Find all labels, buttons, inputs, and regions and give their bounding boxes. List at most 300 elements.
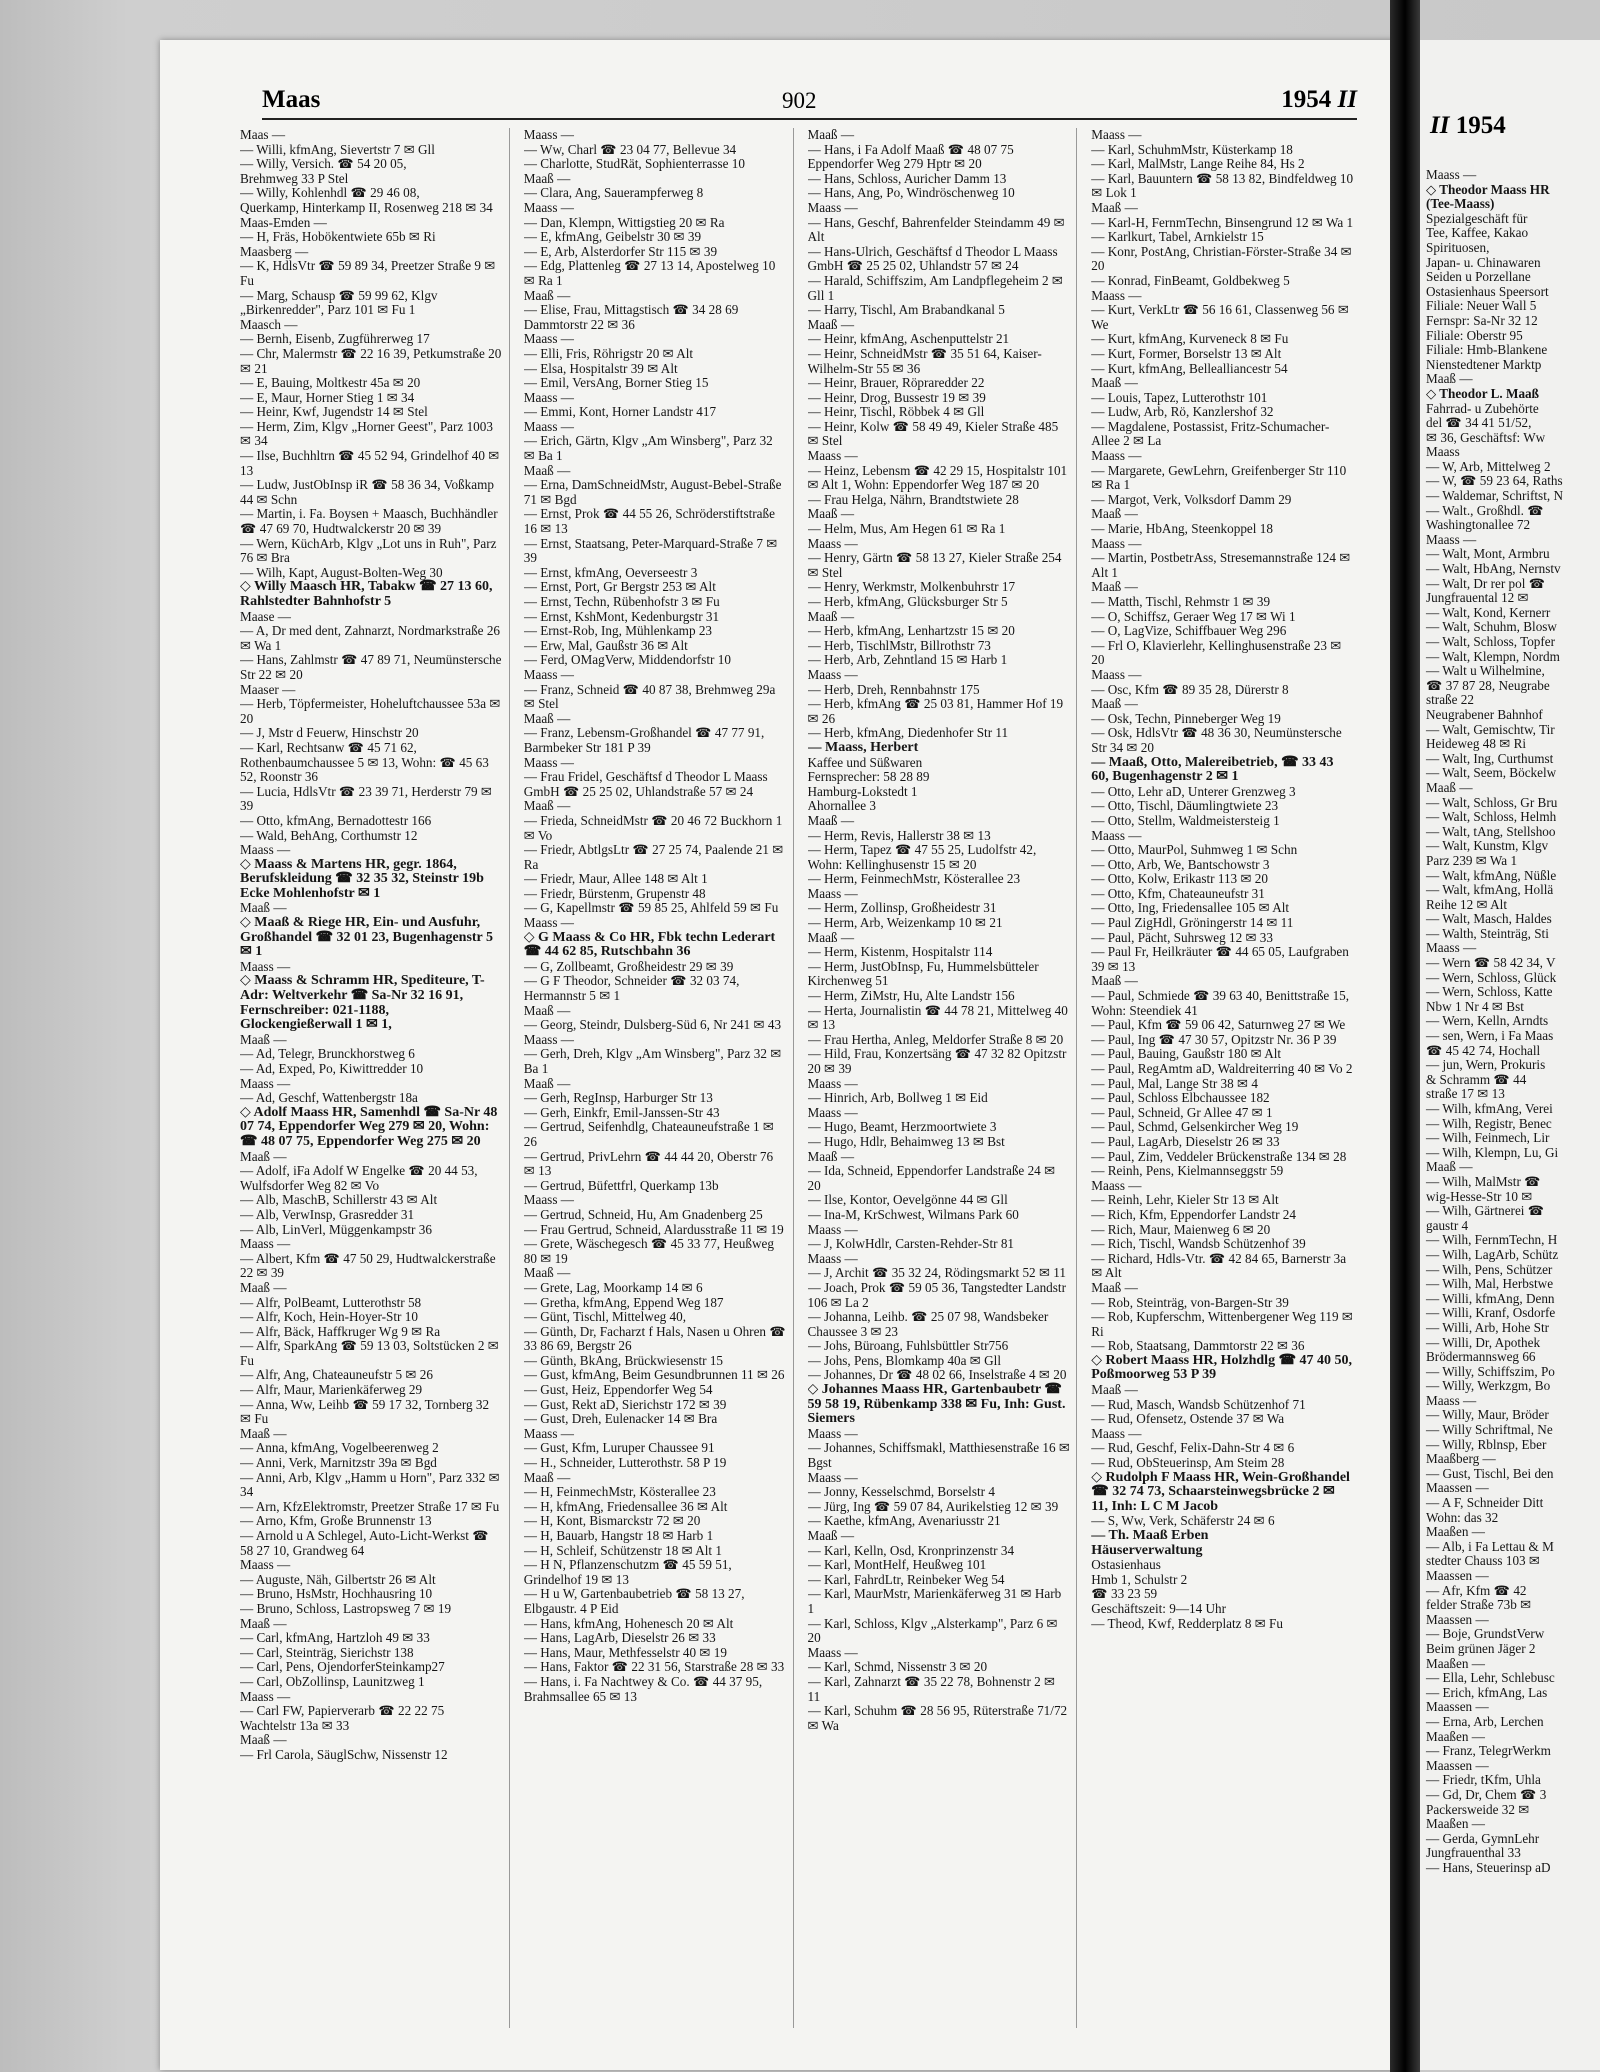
directory-entry: — Anna, Ww, Leihb ☎ 59 17 32, Tornberg 32 ✉ Fu bbox=[240, 1396, 490, 1427]
directory-entry: — Heinr, kfmAng, Aschenputtelstr 21 bbox=[807, 331, 1010, 347]
directory-entry: Maase — bbox=[240, 608, 291, 624]
next-page-edge bbox=[1420, 40, 1600, 2070]
next-page-entry: — A F, Schneider Ditt bbox=[1426, 1495, 1544, 1511]
directory-entry: — Elsa, Hospitalstr 39 ✉ Alt bbox=[523, 360, 678, 376]
directory-entry: Maaß — bbox=[807, 506, 855, 522]
directory-entry: — Otto, Kolw, Erikastr 113 ✉ 20 bbox=[1091, 871, 1268, 887]
next-page-entry: ◇ Theodor Maass HR bbox=[1426, 181, 1550, 197]
directory-entry: — Paul, LagArb, Dieselstr 26 ✉ 33 bbox=[1091, 1133, 1280, 1149]
column-4 bbox=[1091, 128, 1360, 2028]
directory-entry: Maaß — bbox=[240, 1615, 287, 1631]
next-page-entry: — Walt, HbAng, Nernstv bbox=[1426, 561, 1561, 577]
directory-columns bbox=[240, 128, 1360, 2028]
directory-entry: — Grete, Wäschegesch ☎ 45 33 77, Heußweg 80 ✉ 19 bbox=[523, 1236, 774, 1266]
next-page-entry: — Walt, Ing, Curthumst bbox=[1426, 750, 1554, 766]
directory-entry: — Martin, PostbetrAss, Stresemannstraße 124 ✉ Alt 1 bbox=[1091, 550, 1351, 580]
directory-entry: — Frau Fridel, Geschäftsf d Theodor L Maass GmbH ☎ 25 25 02, Uhlandstraße 57 ✉ 24 bbox=[523, 769, 768, 799]
directory-entry: — Ilse, Buchhltrn ☎ 45 52 94, Grindelhof 40 ✉ 13 bbox=[240, 448, 500, 478]
directory-entry: Maas — bbox=[240, 128, 286, 142]
directory-entry: — Karl, MontHelf, Heußweg 101 bbox=[807, 1557, 987, 1573]
directory-entry: — Herb, Arb, Zehntland 15 ✉ Harb 1 bbox=[807, 652, 1008, 668]
directory-entry: Maass — bbox=[807, 1250, 858, 1266]
directory-entry: — Harry, Tischl, Am Brabandkanal 5 bbox=[807, 302, 1005, 318]
next-page-entry: — Walth, Steinträg, Sti bbox=[1426, 925, 1549, 941]
directory-entry: — Adolf, iFa Adolf W Engelke ☎ 20 44 53, Wulfsdorfer Weg 82 ✉ Vo bbox=[240, 1163, 478, 1193]
next-page-entry: — Wilh, Gärtnerei ☎ bbox=[1426, 1203, 1545, 1219]
directory-entry: — Alfr, SparkAng ☎ 59 13 03, Soltstücken 2 ✉ Fu bbox=[240, 1338, 499, 1368]
next-page-entry: wig-Hesse-Str 10 ✉ bbox=[1426, 1188, 1533, 1204]
next-page-entry: — Afr, Kfm ☎ 42 bbox=[1426, 1582, 1527, 1598]
directory-entry: — Rich, Maur, Maienweg 6 ✉ 20 bbox=[1091, 1221, 1271, 1237]
directory-entry: — Karl, FahrdLtr, Reinbeker Weg 54 bbox=[807, 1571, 1005, 1587]
directory-entry: — Hugo, Hdlr, Behaimweg 13 ✉ Bst bbox=[807, 1133, 1005, 1149]
directory-entry: — J, Mstr d Feuerw, Hinschstr 20 bbox=[240, 725, 419, 741]
next-page-entry: Maassen — bbox=[1426, 1699, 1489, 1715]
directory-entry: — Herb, TischlMstr, Billrothstr 73 bbox=[807, 637, 991, 653]
directory-entry: — Hans, Ang, Po, Windröschenweg 10 bbox=[807, 185, 1015, 201]
directory-entry: — E, Bauing, Moltkestr 45a ✉ 20 bbox=[240, 375, 421, 391]
directory-entry: — Ludw, JustObInsp iR ☎ 58 36 34, Voßkamp 44 ✉ Schn bbox=[240, 477, 494, 507]
directory-entry: Häuserverwaltung bbox=[1091, 1542, 1203, 1558]
directory-entry: — Otto, Arb, We, Bantschowstr 3 bbox=[1091, 856, 1270, 872]
directory-entry: — Herm, ZiMstr, Hu, Alte Landstr 156 bbox=[807, 988, 1015, 1004]
directory-entry: — Magdalene, Postassist, Fritz-Schumacher-Allee 2 ✉ La bbox=[1091, 418, 1330, 449]
directory-entry: — Günth, BkAng, Brückwiesenstr 15 bbox=[523, 1352, 724, 1368]
next-page-entry: Washingtonallee 72 bbox=[1426, 517, 1531, 533]
directory-entry: — Erich, Gärtn, Klgv „Am Winsberg", Parz 32 ✉ Ba 1 bbox=[523, 433, 773, 464]
next-page-entry: — Walt, Schloss, Gr Bru bbox=[1426, 794, 1558, 810]
directory-entry: — Karl, Bauuntern ☎ 58 13 82, Bindfeldweg 10 ✉ Lok 1 bbox=[1091, 170, 1354, 201]
next-page-entry: Brödermannsweg 66 bbox=[1426, 1349, 1536, 1365]
directory-entry: — H u W, Gartenbaubetrieb ☎ 58 13 27, Elbgaustr. 4 P Eid bbox=[523, 1586, 745, 1616]
directory-entry: Maaß — bbox=[1091, 696, 1138, 712]
next-page-entry: — Willy, Maur, Bröder bbox=[1426, 1407, 1549, 1423]
next-page-entry: — Willi, Dr, Apothek bbox=[1426, 1334, 1541, 1350]
directory-entry: — Herm, Arb, Weizenkamp 10 ✉ 21 bbox=[807, 915, 1003, 931]
directory-entry: Maaß — bbox=[523, 1075, 571, 1091]
next-page-entry: — Wilh, Klempn, Lu, Gi bbox=[1426, 1144, 1559, 1160]
directory-entry: Maass — bbox=[523, 199, 574, 215]
directory-entry: — Herm, FeinmechMstr, Kösterallee 23 bbox=[807, 871, 1021, 887]
next-page-entry: — Waldemar, Schriftst, N bbox=[1426, 488, 1563, 504]
directory-entry: — Herb, kfmAng, Glücksburger Str 5 bbox=[807, 594, 1008, 609]
directory-entry: — Rud, ObSteuerinsp, Am Steim 28 bbox=[1091, 1455, 1285, 1471]
directory-entry: — Marg, Schausp ☎ 59 99 62, Klgv „Birkenredder", Parz 101 ✉ Fu 1 bbox=[240, 287, 438, 318]
next-page-entry: Maass — bbox=[1426, 167, 1477, 182]
directory-entry: Maass — bbox=[240, 1236, 291, 1252]
directory-entry: — Paul Fr, Heilkräuter ☎ 44 65 05, Laufgraben 39 ✉ 13 bbox=[1091, 944, 1349, 974]
directory-entry: — Ernst, Port, Gr Bergstr 253 ✉ Alt bbox=[523, 579, 716, 595]
directory-entry: — Chr, Malermstr ☎ 22 16 39, Petkumstraße 20 ✉ 21 bbox=[240, 345, 502, 376]
directory-entry: ◇ Adolf Maass HR, Samenhdl ☎ Sa-Nr 48 07 74, Eppendorfer Weg 279 ✉ 20, Wohn: ☎ 48 07 75, Eppendorfer Weg 275 ✉ 20 bbox=[240, 1104, 498, 1149]
directory-entry: — Henry, Gärtn ☎ 58 13 27, Kieler Straße 254 ✉ Stel bbox=[807, 550, 1062, 580]
directory-entry: — Margarete, GewLehrn, Greifenberger Str 110 ✉ Ra 1 bbox=[1091, 462, 1347, 493]
directory-entry: — Gerh, Einkfr, Emil-Janssen-Str 43 bbox=[523, 1104, 720, 1120]
directory-entry: — Reinh, Pens, Kielmannseggstr 59 bbox=[1091, 1163, 1284, 1179]
directory-entry: — Elise, Frau, Mittagstisch ☎ 34 28 69 Dammtorstr 22 ✉ 36 bbox=[523, 302, 739, 332]
directory-entry: Maas-Emden — bbox=[240, 214, 327, 230]
directory-entry: — Ernst-Rob, Ing, Mühlenkamp 23 bbox=[523, 623, 713, 639]
directory-entry: Maasberg — bbox=[240, 243, 309, 259]
directory-entry: — H, Schleif, Schützenstr 18 ✉ Alt 1 bbox=[523, 1542, 722, 1558]
next-page-entry: — Ella, Lehr, Schlebusc bbox=[1426, 1670, 1555, 1686]
next-page-entry: — sen, Wern, i Fa Maas bbox=[1426, 1028, 1554, 1044]
directory-entry: — Gretha, kfmAng, Eppend Weg 187 bbox=[523, 1294, 724, 1310]
directory-entry: — Hild, Frau, Konzertsäng ☎ 47 32 82 Opitzstr 20 ✉ 39 bbox=[807, 1046, 1067, 1076]
directory-entry: — Heinr, SchneidMstr ☎ 35 51 64, Kaiser-Wilhelm-Str 55 ✉ 36 bbox=[807, 345, 1042, 376]
next-page-header bbox=[1430, 112, 1506, 140]
directory-entry: — Alb, MaschB, Schillerstr 43 ✉ Alt bbox=[240, 1192, 438, 1208]
directory-entry: — Gust, Heiz, Eppendorfer Weg 54 bbox=[523, 1382, 713, 1398]
directory-entry: — Bruno, Schloss, Lastropsweg 7 ✉ 19 bbox=[240, 1600, 452, 1616]
directory-entry: — Ad, Geschf, Wattenbergstr 18a bbox=[240, 1090, 418, 1106]
directory-entry: — Otto, Lehr aD, Unterer Grenzweg 3 bbox=[1091, 783, 1296, 799]
column-3 bbox=[808, 128, 1078, 2028]
next-page-entry: — Willy, Rblnsp, Eber bbox=[1426, 1436, 1547, 1452]
directory-entry: — Karl, MaurMstr, Marienkäferweg 31 ✉ Harb 1 bbox=[807, 1586, 1062, 1616]
directory-entry: Maass — bbox=[807, 666, 858, 682]
directory-entry: — H, Fräs, Hobökentwiete 65b ✉ Ri bbox=[240, 229, 436, 245]
next-page-entry: — Walt, Kond, Kernerr bbox=[1426, 604, 1551, 620]
directory-entry: — Karl, Rechtsanw ☎ 45 71 62, Rothenbaumchaussee 5 ✉ 13, Wohn: ☎ 45 63 52, Roonstr 36 bbox=[240, 739, 489, 785]
directory-entry: Ahornallee 3 bbox=[807, 798, 876, 814]
directory-entry: — Gust, kfmAng, Beim Gesundbrunnen 11 ✉ 26 bbox=[523, 1367, 785, 1383]
directory-entry: — Paul, Schloss Elbchaussee 182 bbox=[1091, 1090, 1270, 1106]
directory-entry: — Heinr, Brauer, Röpraredder 22 bbox=[807, 375, 985, 391]
directory-entry: — Ernst, Prok ☎ 44 55 26, Schröderstiftstraße 16 ✉ 13 bbox=[523, 506, 775, 537]
next-page-entry: ☎ 45 42 74, Hochall bbox=[1426, 1042, 1541, 1058]
directory-entry: Maass — bbox=[523, 331, 574, 347]
directory-entry: — Hinrich, Arb, Bollweg 1 ✉ Eid bbox=[807, 1090, 988, 1106]
directory-entry: — Rich, Kfm, Eppendorfer Landstr 24 bbox=[1091, 1206, 1296, 1222]
directory-entry: — Paul, Schmd, Gelsenkircher Weg 19 bbox=[1091, 1119, 1299, 1135]
directory-entry: — Frau Gertrud, Schneid, Alardusstraße 11 ✉ 19 bbox=[523, 1221, 784, 1237]
directory-entry: — Paul, RegAmtm aD, Waldreiterring 40 ✉ Vo 2 bbox=[1091, 1061, 1353, 1076]
directory-entry: Maass — bbox=[523, 1425, 574, 1441]
directory-entry: — Wern, KüchArb, Klgv „Lot uns in Ruh", Parz 76 ✉ Bra bbox=[240, 535, 497, 566]
directory-entry: — Gertrud, Büfettfrl, Querkamp 13b bbox=[523, 1177, 719, 1193]
directory-entry: — Maass, Herbert bbox=[807, 739, 919, 755]
header-year-volume bbox=[1281, 86, 1357, 114]
directory-entry: — O, LagVize, Schiffbauer Weg 296 bbox=[1091, 623, 1287, 639]
next-page-entry: straße 22 bbox=[1426, 692, 1474, 708]
directory-entry: — E, kfmAng, Geibelstr 30 ✉ 39 bbox=[523, 229, 702, 245]
directory-entry: Maass — bbox=[240, 1557, 291, 1573]
next-page-entry: (Tee-Maass) bbox=[1426, 196, 1495, 212]
next-page-entry: del ☎ 34 41 51/52, bbox=[1426, 415, 1532, 431]
directory-entry: Maass — bbox=[523, 666, 574, 682]
directory-entry: — Willy, Kohlenhdl ☎ 29 46 08, bbox=[240, 185, 420, 201]
directory-entry: Maaß — bbox=[807, 812, 855, 828]
page-number: 902 bbox=[782, 88, 817, 113]
directory-entry: — Gust, Dreh, Eulenacker 14 ✉ Bra bbox=[523, 1411, 718, 1427]
directory-entry: — Alfr, PolBeamt, Lutterothstr 58 bbox=[240, 1294, 422, 1310]
column-1 bbox=[240, 128, 510, 2028]
next-page-entry: — Wilh, kfmAng, Verei bbox=[1426, 1101, 1553, 1116]
directory-entry: Maass — bbox=[523, 418, 574, 434]
directory-entry: Maaß — bbox=[240, 900, 287, 916]
next-page-entry: — jun, Wern, Prokuris bbox=[1426, 1057, 1546, 1073]
directory-entry: Maaß — bbox=[523, 1002, 571, 1018]
directory-entry: — Herm, Zim, Klgv „Horner Geest", Parz 1003 ✉ 34 bbox=[240, 418, 493, 449]
page-header bbox=[262, 86, 1357, 120]
next-page-entry: ✉ 36, Geschäftsf: Ww bbox=[1426, 429, 1546, 445]
next-page-entry: Seiden u Porzellane bbox=[1426, 269, 1531, 285]
directory-entry: — Herta, Journalistin ☎ 44 78 21, Mittelweg 40 ✉ 13 bbox=[807, 1002, 1068, 1033]
directory-entry: — Arn, KfzElektromstr, Preetzer Straße 17 ✉ Fu bbox=[240, 1498, 500, 1514]
directory-entry: — G F Theodor, Schneider ☎ 32 03 74, Hermannstr 5 ✉ 1 bbox=[523, 973, 740, 1004]
directory-entry: — Hans, Schloss, Auricher Damm 13 bbox=[807, 170, 1007, 186]
directory-entry: — Herm, Tapez ☎ 47 55 25, Ludolfstr 42, Wohn: Kellinghusenstr 15 ✉ 20 bbox=[807, 842, 1037, 872]
directory-entry: ◇ Maass & Schramm HR, Spediteure, T-Adr: Weltverkehr ☎ Sa-Nr 32 16 91, Fernschreiber: 021-1188, Glockengießerwall 1 ✉ 1, bbox=[240, 973, 485, 1033]
header-surname: Maas bbox=[262, 86, 321, 113]
directory-entry: — Frl O, Klavierlehr, Kellinghusenstraße 23 ✉ 20 bbox=[1091, 637, 1342, 668]
directory-entry: — Paul, Kfm ☎ 59 06 42, Saturnweg 27 ✉ We bbox=[1091, 1017, 1346, 1033]
directory-entry: — Charlotte, StudRät, Sophienterrasse 10 bbox=[523, 156, 745, 172]
directory-entry: — Willy, Versich. ☎ 54 20 05, bbox=[240, 156, 407, 172]
directory-entry: Maaß — bbox=[1091, 375, 1138, 391]
directory-entry: — Karl, Schloss, Klgv „Alsterkamp", Parz 6 ✉ 20 bbox=[807, 1615, 1058, 1646]
directory-entry: Maaß — bbox=[240, 1425, 287, 1441]
directory-entry: — Alfr, Maur, Marienkäferweg 29 bbox=[240, 1382, 423, 1398]
next-page-entry: Fernspr: Sa-Nr 32 12 bbox=[1426, 312, 1538, 328]
directory-entry: — Gerh, RegInsp, Harburger Str 13 bbox=[523, 1090, 713, 1106]
directory-entry: Maass — bbox=[807, 1469, 858, 1485]
directory-entry: Maaß — bbox=[807, 929, 855, 945]
directory-entry: — Heinr, Kwf, Jugendstr 14 ✉ Stel bbox=[240, 404, 428, 420]
directory-entry: — E, Arb, Alsterdorfer Str 115 ✉ 39 bbox=[523, 243, 718, 259]
next-page-entry: Heideweg 48 ✉ Ri bbox=[1426, 736, 1527, 752]
directory-entry: Maaß — bbox=[523, 462, 571, 478]
directory-entry: — Ina-M, KrSchwest, Wilmans Park 60 bbox=[807, 1206, 1019, 1222]
next-page-entry: Maaß — bbox=[1426, 1159, 1473, 1175]
directory-entry: — H, FeinmechMstr, Kösterallee 23 bbox=[523, 1484, 716, 1500]
directory-entry: — Johannes, Schiffsmakl, Matthiesenstraße 16 ✉ Bgst bbox=[807, 1440, 1070, 1471]
next-page-entry: — Wern, Kelln, Arndts bbox=[1426, 1013, 1549, 1029]
next-page-entry: Jungfrauental 12 ✉ bbox=[1426, 590, 1529, 606]
directory-entry: — Grete, Lag, Moorkamp 14 ✉ 6 bbox=[523, 1279, 703, 1295]
directory-entry: — Heinr, Tischl, Röbbek 4 ✉ Gll bbox=[807, 404, 985, 420]
directory-entry: — Kurt, Former, Borselstr 13 ✉ Alt bbox=[1091, 345, 1282, 361]
next-page-entry: stedter Chauss 103 ✉ bbox=[1426, 1553, 1540, 1569]
directory-entry: Maasch — bbox=[240, 316, 298, 332]
directory-entry: — Helm, Mus, Am Hegen 61 ✉ Ra 1 bbox=[807, 521, 1006, 537]
directory-entry: — Alfr, Ang, Chateauneufstr 5 ✉ 26 bbox=[240, 1367, 433, 1383]
directory-entry: ◇ Maaß & Riege HR, Ein- und Ausfuhr, Großhandel ☎ 32 01 23, Bugenhagenstr 5 ✉ 1 bbox=[240, 915, 494, 960]
directory-entry: — Heinr, Kolw ☎ 58 49 49, Kieler Straße 485 ✉ Stel bbox=[807, 418, 1059, 449]
directory-entry: Maass — bbox=[1091, 448, 1142, 464]
next-page-entry: Wohn: das 32 bbox=[1426, 1509, 1499, 1525]
directory-entry: — Alfr, Koch, Hein-Hoyer-Str 10 bbox=[240, 1309, 418, 1325]
next-page-entry: — Gerda, GymnLehr bbox=[1426, 1830, 1540, 1846]
directory-entry: — Osk, HdlsVtr ☎ 48 36 30, Neumünstersche Str 34 ✉ 20 bbox=[1091, 725, 1342, 755]
directory-entry: — Anni, Verk, Marnitzstr 39a ✉ Bgd bbox=[240, 1455, 437, 1471]
directory-entry: — Paul, Pächt, Suhrsweg 12 ✉ 33 bbox=[1091, 929, 1273, 945]
directory-entry: — Ad, Exped, Po, Kiwittredder 10 bbox=[240, 1061, 424, 1076]
directory-entry: — Hans, i. Fa Nachtwey & Co. ☎ 44 37 95, Brahmsallee 65 ✉ 13 bbox=[523, 1673, 763, 1704]
directory-entry: — Carl, kfmAng, Hartzloh 49 ✉ 33 bbox=[240, 1630, 430, 1646]
next-page-entry: — Alb, i Fa Lettau & M bbox=[1426, 1538, 1554, 1554]
next-page-entry: Maass — bbox=[1426, 531, 1477, 547]
directory-entry: — Otto, MaurPol, Suhmweg 1 ✉ Schn bbox=[1091, 842, 1298, 858]
next-page-entry: — Erna, Arb, Lerchen bbox=[1426, 1713, 1544, 1729]
directory-entry: Maass — bbox=[1091, 827, 1142, 843]
directory-entry: Maaß — bbox=[807, 316, 855, 332]
next-page-entry: — Gd, Dr, Chem ☎ 3 bbox=[1426, 1786, 1547, 1802]
directory-entry: — Lucia, HdlsVtr ☎ 23 39 71, Herderstr 79 ✉ 39 bbox=[240, 783, 492, 814]
directory-entry: — Ludw, Arb, Rö, Kanzlershof 32 bbox=[1091, 404, 1274, 420]
directory-entry: Maass — bbox=[807, 885, 858, 901]
directory-entry: — Paul, Schneid, Gr Allee 47 ✉ 1 bbox=[1091, 1104, 1273, 1120]
directory-entry: — Kurt, VerkLtr ☎ 56 16 61, Classenweg 56 ✉ We bbox=[1091, 302, 1349, 332]
next-page-entry: Maaß — bbox=[1426, 779, 1473, 795]
directory-entry: — Hans, kfmAng, Hohenesch 20 ✉ Alt bbox=[523, 1615, 734, 1631]
directory-entry: Maass — bbox=[807, 535, 858, 551]
next-page-entry: Spezialgeschäft für bbox=[1426, 210, 1528, 226]
next-page-entry: Japan- u. Chinawaren bbox=[1426, 254, 1541, 270]
directory-entry: Maaß — bbox=[523, 1265, 571, 1281]
next-page-entry: Maaßen — bbox=[1426, 1728, 1485, 1744]
directory-entry: — Theod, Kwf, Redderplatz 8 ✉ Fu bbox=[1091, 1615, 1283, 1631]
directory-entry: Hamburg-Lokstedt 1 bbox=[807, 783, 918, 799]
directory-entry: — Gertrud, PrivLehrn ☎ 44 44 20, Oberstr 76 ✉ 13 bbox=[523, 1148, 774, 1179]
directory-entry: Maass — bbox=[523, 1031, 574, 1047]
directory-entry: Maass — bbox=[523, 1192, 574, 1208]
next-page-entry: — Walt, Mont, Armbru bbox=[1426, 546, 1550, 562]
directory-entry: Maaß — bbox=[240, 1732, 287, 1748]
directory-entry: Maaß — bbox=[240, 1031, 287, 1047]
directory-entry: — H, Bauarb, Hangstr 18 ✉ Harb 1 bbox=[523, 1528, 714, 1543]
directory-entry: — Franz, Schneid ☎ 40 87 38, Brehmweg 29a ✉ Stel bbox=[523, 681, 776, 712]
directory-entry: Maaser — bbox=[240, 681, 296, 697]
next-page-entry: — Willi, Arb, Hohe Str bbox=[1426, 1319, 1550, 1335]
directory-entry: — Elli, Fris, Röhrigstr 20 ✉ Alt bbox=[523, 345, 694, 361]
directory-entry: — Hans, i Fa Adolf Maaß ☎ 48 07 75 Eppendorfer Weg 279 Hptr ✉ 20 bbox=[807, 141, 1014, 172]
directory-entry: — Carl, Pens, OjendorferSteinkamp27 bbox=[240, 1659, 445, 1675]
directory-entry: — H, kfmAng, Friedensallee 36 ✉ Alt bbox=[523, 1498, 728, 1514]
next-page-entry: felder Straße 73b ✉ bbox=[1426, 1597, 1532, 1613]
directory-entry: — K, HdlsVtr ☎ 59 89 34, Preetzer Straße 9 ✉ Fu bbox=[240, 258, 496, 288]
next-page-entry: — Wern, Schloss, Glück bbox=[1426, 969, 1557, 985]
directory-entry: — Carl, Steinträg, Sierichstr 138 bbox=[240, 1644, 414, 1660]
directory-entry: — Otto, Tischl, Däumlingtwiete 23 bbox=[1091, 798, 1279, 814]
next-page-entry: Filiale: Neuer Wall 5 bbox=[1426, 298, 1537, 314]
next-page-entry: Nienstedtener Marktp bbox=[1426, 356, 1542, 372]
directory-entry: — A, Dr med dent, Zahnarzt, Nordmarkstraße 26 ✉ Wa 1 bbox=[240, 623, 501, 653]
next-page-entry: Tee, Kaffee, Kakao bbox=[1426, 225, 1529, 241]
directory-entry: — Paul, Schmiede ☎ 39 63 40, Benittstraße 15, Wohn: Steendiek 41 bbox=[1091, 988, 1350, 1018]
directory-entry: Maass — bbox=[807, 448, 858, 464]
directory-entry: Maass — bbox=[807, 1104, 858, 1120]
next-page-entry: Spirituosen, bbox=[1426, 239, 1490, 255]
directory-entry: — Emmi, Kont, Horner Landstr 417 bbox=[523, 404, 717, 420]
directory-entry: — S, Ww, Verk, Schäferstr 24 ✉ 6 bbox=[1091, 1513, 1275, 1529]
next-page-entry: Maass bbox=[1426, 444, 1460, 460]
directory-entry: ◇ Johannes Maass HR, Gartenbaubetr ☎ 59 58 19, Rübenkamp 338 ✉ Fu, Inh: Gust. Siemers bbox=[807, 1382, 1066, 1427]
directory-entry: Maass — bbox=[523, 128, 574, 142]
directory-entry: — Georg, Steindr, Dulsberg-Süd 6, Nr 241 ✉ 43 bbox=[523, 1017, 782, 1033]
next-page-entry: Maaßen — bbox=[1426, 1655, 1485, 1671]
directory-entry: — Johs, Pens, Blomkamp 40a ✉ Gll bbox=[807, 1352, 1001, 1368]
next-page-entry: Maaßen — bbox=[1426, 1524, 1485, 1540]
directory-entry: — Richard, Hdls-Vtr. ☎ 42 84 65, Barnerstr 3a ✉ Alt bbox=[1091, 1250, 1347, 1281]
directory-entry: — Otto, Ing, Friedensallee 105 ✉ Alt bbox=[1091, 900, 1290, 916]
directory-entry: — Herm, JustObInsp, Fu, Hummelsbütteler Kirchenweg 51 bbox=[807, 958, 1039, 989]
directory-entry: — Carl, ObZollinsp, Launitzweg 1 bbox=[240, 1673, 425, 1689]
directory-entry: ◇ Robert Maass HR, Holzhdlg ☎ 47 40 50, Poßmoorweg 53 P 39 bbox=[1091, 1352, 1353, 1383]
directory-entry: — Otto, Stellm, Waldmeistersteig 1 bbox=[1091, 812, 1280, 828]
next-page-entry: Fahrrad- u Zubehörte bbox=[1426, 400, 1539, 416]
directory-entry: Maaß — bbox=[523, 1469, 571, 1485]
directory-entry: — Rud, Masch, Wandsb Schützenhof 71 bbox=[1091, 1396, 1306, 1412]
next-page-entry: Filiale: Oberstr 95 bbox=[1426, 327, 1523, 343]
directory-entry: — G, Kapellmstr ☎ 59 85 25, Ahlfeld 59 ✉ Fu bbox=[523, 900, 779, 916]
next-page-entry: — Friedr, tKfm, Uhla bbox=[1426, 1772, 1541, 1788]
directory-entry: Maaß — bbox=[523, 287, 571, 303]
directory-entry: Querkamp, Hinterkamp II, Rosenweg 218 ✉ 34 bbox=[240, 199, 493, 215]
directory-entry: — Ernst, Staatsang, Peter-Marquard-Straße 7 ✉ 39 bbox=[523, 535, 778, 566]
directory-entry: Maass — bbox=[807, 1075, 858, 1091]
directory-entry: Maass — bbox=[523, 754, 574, 770]
directory-entry: — Paul, Zim, Veddeler Brückenstraße 134 ✉ 28 bbox=[1091, 1148, 1347, 1164]
next-page-entry: — Gust, Tischl, Bei den bbox=[1426, 1465, 1554, 1481]
directory-entry: — Friedr, Bürstenm, Grupenstr 48 bbox=[523, 885, 706, 901]
directory-entry: Maaß — bbox=[807, 1148, 855, 1164]
directory-entry: — Dan, Klempn, Wittigstieg 20 ✉ Ra bbox=[523, 214, 725, 230]
next-page-entry: Parz 239 ✉ Wa 1 bbox=[1426, 852, 1518, 868]
directory-entry: — J, KolwHdlr, Carsten-Rehder-Str 81 bbox=[807, 1236, 1015, 1252]
directory-entry: — H, Kont, Bismarckstr 72 ✉ 20 bbox=[523, 1513, 701, 1529]
directory-entry: Maaß — bbox=[807, 608, 855, 624]
directory-entry: — Osc, Kfm ☎ 89 35 28, Dürerstr 8 bbox=[1091, 681, 1289, 697]
directory-entry: ◇ Willy Maasch HR, Tabakw ☎ 27 13 60, Rahlstedter Bahnhofstr 5 bbox=[240, 579, 493, 609]
directory-entry: — Wilh, Kapt, August-Bolten-Weg 30 bbox=[240, 564, 443, 580]
directory-entry: — Günth, Dr, Facharzt f Hals, Nasen u Ohren ☎ 33 86 69, Bergstr 26 bbox=[523, 1323, 786, 1354]
header-year: 1954 bbox=[1281, 86, 1332, 113]
book-gutter bbox=[1390, 0, 1420, 2072]
next-page-entry: — W, ☎ 59 23 64, Raths bbox=[1426, 473, 1563, 489]
next-page-entry: — Willy, Schiffszim, Po bbox=[1426, 1363, 1555, 1379]
directory-entry: — Rob, Staatsang, Dammtorstr 22 ✉ 36 bbox=[1091, 1338, 1305, 1354]
directory-entry: — Joach, Prok ☎ 59 05 36, Tangstedter Landstr 106 ✉ La 2 bbox=[807, 1279, 1066, 1310]
next-page-entry: — Walt u Wilhelmine, bbox=[1426, 663, 1545, 679]
directory-entry: — Karl, MalMstr, Lange Reihe 84, Hs 2 bbox=[1091, 156, 1305, 172]
directory-entry: — Friedr, Maur, Allee 148 ✉ Alt 1 bbox=[523, 871, 708, 887]
directory-entry: Maaß — bbox=[807, 1528, 855, 1543]
next-page-entry: Maassen — bbox=[1426, 1611, 1489, 1627]
next-page-entry: — Walt, Schuhm, Blosw bbox=[1426, 619, 1557, 635]
directory-entry: — Karl, Zahnarzt ☎ 35 22 78, Bohnenstr 2 ✉ 11 bbox=[807, 1673, 1056, 1704]
directory-entry: — H N, Pflanzenschutzm ☎ 45 59 51, Grindelhof 19 ✉ 13 bbox=[523, 1557, 732, 1587]
directory-entry: — Günt, Tischl, Mittelweg 40, bbox=[523, 1309, 687, 1325]
directory-entry: ◇ G Maass & Co HR, Fbk techn Lederart ☎ 44 62 85, Rutschbahn 36 bbox=[523, 929, 776, 960]
directory-entry: — Osk, Techn, Pinneberger Weg 19 bbox=[1091, 710, 1281, 726]
directory-entry: Maass — bbox=[240, 1688, 291, 1704]
directory-entry: Geschäftszeit: 9—14 Uhr bbox=[1091, 1600, 1227, 1616]
directory-entry: — Rud, Ofensetz, Ostende 37 ✉ Wa bbox=[1091, 1411, 1285, 1427]
directory-entry: Maass — bbox=[523, 389, 574, 405]
directory-entry: Brehmweg 33 P Stel bbox=[240, 170, 349, 186]
next-page-entry: Jungfrauenthal 33 bbox=[1426, 1845, 1521, 1861]
directory-entry: — Karl, Kelln, Osd, Kronprinzenstr 34 bbox=[807, 1542, 1015, 1558]
next-page-entry: Filiale: Hmb-Blankene bbox=[1426, 342, 1548, 358]
next-page-entry: Ostasienhaus Speersort bbox=[1426, 283, 1549, 299]
directory-entry: — Edg, Plattenleg ☎ 27 13 14, Apostelweg 10 ✉ Ra 1 bbox=[523, 258, 776, 288]
directory-entry: — Hans-Ulrich, Geschäftsf d Theodor L Maass GmbH ☎ 25 25 02, Uhlandstr 57 ✉ 24 bbox=[807, 243, 1058, 274]
directory-entry: — Johanna, Leihb. ☎ 25 07 98, Wandsbeker Chaussee 3 ✉ 23 bbox=[807, 1309, 1049, 1339]
directory-entry: ☎ 33 23 59 bbox=[1091, 1586, 1158, 1602]
directory-entry: — Karl, Schuhm ☎ 28 56 95, Rüterstraße 71/72 ✉ Wa bbox=[807, 1703, 1068, 1733]
